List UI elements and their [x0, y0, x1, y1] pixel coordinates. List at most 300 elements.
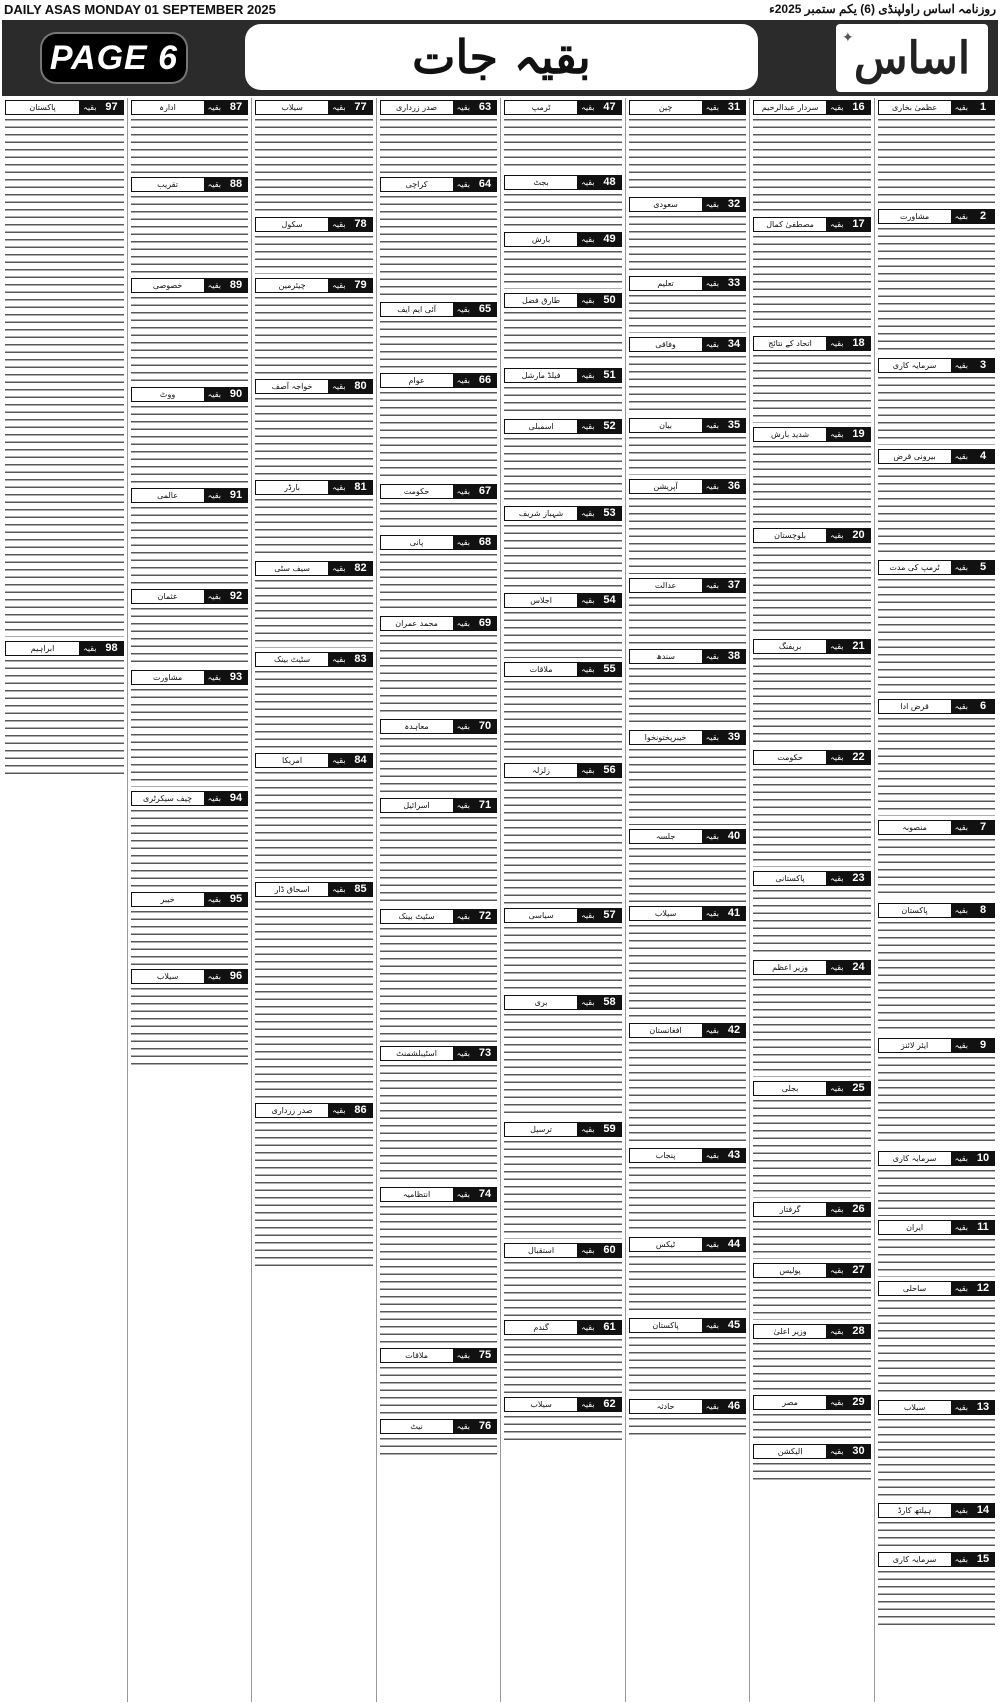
item-heading: عثمان: [131, 589, 205, 604]
item-tag: بقیہ: [952, 1281, 971, 1296]
continuation-item: [878, 449, 996, 556]
item-number: 27: [847, 1263, 871, 1278]
item-heading: عدالت: [629, 578, 703, 593]
item-number: 91: [224, 488, 248, 503]
item-header: [753, 1324, 871, 1339]
dateline-english: DAILY ASAS MONDAY 01 SEPTEMBER 2025: [4, 1, 276, 17]
item-tag: بقیہ: [952, 1552, 971, 1567]
item-number: 84: [349, 753, 373, 768]
item-tag: بقیہ: [703, 1023, 722, 1038]
continuation-item: [878, 1281, 996, 1396]
item-heading: تعلیم: [629, 276, 703, 291]
item-body-text: [878, 1237, 996, 1277]
item-header: [380, 1046, 498, 1061]
item-header: [131, 589, 249, 604]
item-number: 79: [349, 278, 373, 293]
continuation-item: [878, 1151, 996, 1216]
column-8: [2, 98, 127, 1702]
item-body-text: [629, 747, 747, 825]
item-body-text: [380, 194, 498, 298]
item-body-text: [131, 295, 249, 383]
item-number: 47: [598, 100, 622, 115]
continuation-item: [131, 892, 249, 965]
continuation-item: [753, 528, 871, 635]
item-body-text: [380, 117, 498, 173]
item-number: 62: [598, 1397, 622, 1412]
item-body-text: [629, 496, 747, 574]
item-number: 70: [473, 719, 497, 734]
continuation-item: [131, 670, 249, 787]
item-header: [753, 1444, 871, 1459]
item-body-text: [504, 1139, 622, 1239]
item-number: 7: [971, 820, 995, 835]
item-heading: ساحلی: [878, 1281, 952, 1296]
item-number: 63: [473, 100, 497, 115]
continuation-item: [878, 209, 996, 354]
item-heading: سردار عبدالرحیم: [753, 100, 827, 115]
item-heading: امریکا: [255, 753, 329, 768]
item-number: 73: [473, 1046, 497, 1061]
item-heading: شدید بارش: [753, 427, 827, 442]
item-number: 81: [349, 480, 373, 495]
item-heading: سیلاب: [878, 1400, 952, 1415]
item-heading: بارڈر: [255, 480, 329, 495]
item-tag: بقیہ: [952, 1151, 971, 1166]
continuation-item: [878, 699, 996, 816]
item-body-text: [504, 117, 622, 171]
continuation-item: [504, 419, 622, 502]
item-number: 15: [971, 1552, 995, 1567]
item-tag: بقیہ: [454, 484, 473, 499]
item-heading: صدر زرداری: [255, 1103, 329, 1118]
item-tag: بقیہ: [578, 368, 597, 383]
item-body-text: [255, 669, 373, 749]
item-number: 1: [971, 100, 995, 115]
item-body-text: [380, 1365, 498, 1415]
item-number: 69: [473, 616, 497, 631]
item-body-text: [878, 716, 996, 816]
item-number: 54: [598, 593, 622, 608]
item-heading: مصر: [753, 1395, 827, 1410]
item-heading: وزیر اعلیٰ: [753, 1324, 827, 1339]
item-header: [131, 387, 249, 402]
item-heading: ابراہیم: [5, 641, 80, 656]
item-number: 33: [722, 276, 746, 291]
item-body-text: [878, 226, 996, 354]
item-body-text: [629, 1416, 747, 1436]
item-header: [255, 1103, 373, 1118]
item-body-text: [504, 1260, 622, 1316]
item-tag: بقیہ: [454, 373, 473, 388]
item-number: 82: [349, 561, 373, 576]
item-body-text: [753, 353, 871, 423]
item-tag: بقیہ: [578, 1397, 597, 1412]
item-header: [380, 909, 498, 924]
item-header: [504, 506, 622, 521]
item-tag: بقیہ: [827, 871, 846, 886]
item-body-text: [878, 837, 996, 899]
item-number: 77: [349, 100, 373, 115]
item-tag: بقیہ: [703, 1237, 722, 1252]
item-header: [878, 358, 996, 373]
item-body-text: [629, 1254, 747, 1314]
item-tag: بقیہ: [827, 750, 846, 765]
continuation-item: [131, 589, 249, 666]
item-body-text: [753, 234, 871, 332]
continuation-item: [131, 278, 249, 383]
continuation-item: [380, 373, 498, 480]
item-number: 32: [722, 197, 746, 212]
item-header: [629, 1237, 747, 1252]
item-header: [255, 652, 373, 667]
continuation-item: [878, 1552, 996, 1629]
item-header: [753, 871, 871, 886]
continuation-item: [380, 1046, 498, 1183]
item-header: [878, 1503, 996, 1518]
item-tag: بقیہ: [827, 528, 846, 543]
item-tag: بقیہ: [578, 419, 597, 434]
item-body-text: [380, 552, 498, 612]
item-tag: بقیہ: [578, 232, 597, 247]
item-header: [255, 753, 373, 768]
item-number: 41: [722, 906, 746, 921]
item-heading: ادارہ: [131, 100, 205, 115]
item-body-text: [629, 435, 747, 475]
item-body-text: [753, 977, 871, 1077]
continuation-item: [380, 100, 498, 173]
item-body-text: [629, 1335, 747, 1395]
continuation-item: [629, 337, 747, 414]
item-tag: بقیہ: [952, 1038, 971, 1053]
item-body-text: [504, 436, 622, 502]
item-body-text: [255, 295, 373, 375]
item-heading: بیرونی قرض: [878, 449, 952, 464]
item-tag: بقیہ: [578, 1122, 597, 1137]
item-tag: بقیہ: [578, 100, 597, 115]
continuation-item: [753, 1324, 871, 1391]
item-header: [629, 1148, 747, 1163]
item-body-text: [255, 234, 373, 274]
item-body-text: [380, 1063, 498, 1183]
item-heading: چیف سیکرٹری: [131, 791, 205, 806]
item-heading: سکول: [255, 217, 329, 232]
item-heading: بری: [504, 995, 578, 1010]
item-tag: بقیہ: [329, 652, 348, 667]
item-header: [380, 616, 498, 631]
continuation-item: [5, 641, 124, 778]
continuation-item: [255, 561, 373, 648]
item-body-text: [504, 385, 622, 415]
item-header: [504, 368, 622, 383]
item-heading: انتظامیہ: [380, 1187, 454, 1202]
continuation-item: [629, 100, 747, 193]
item-header: [753, 217, 871, 232]
continuation-item: [878, 1503, 996, 1548]
item-heading: پاکستان: [629, 1318, 703, 1333]
item-heading: ترسیل: [504, 1122, 578, 1137]
item-tag: بقیہ: [703, 1148, 722, 1163]
item-number: 95: [224, 892, 248, 907]
item-heading: وزیر اعظم: [753, 960, 827, 975]
item-header: [255, 278, 373, 293]
item-tag: بقیہ: [952, 699, 971, 714]
item-number: 14: [971, 1503, 995, 1518]
item-body-text: [629, 846, 747, 902]
item-heading: زلزلہ: [504, 763, 578, 778]
item-number: 34: [722, 337, 746, 352]
item-header: [504, 593, 622, 608]
item-tag: بقیہ: [827, 217, 846, 232]
item-heading: عظمیٰ بخاری: [878, 100, 952, 115]
item-number: 44: [722, 1237, 746, 1252]
continuation-item: [753, 336, 871, 423]
item-heading: پولیس: [753, 1263, 827, 1278]
item-number: 75: [473, 1348, 497, 1363]
item-number: 9: [971, 1038, 995, 1053]
item-body-text: [753, 1098, 871, 1198]
item-header: [380, 1419, 498, 1434]
item-tag: بقیہ: [578, 506, 597, 521]
item-body-text: [504, 1414, 622, 1444]
item-header: [629, 578, 747, 593]
item-body-text: [380, 390, 498, 480]
item-number: 98: [100, 641, 124, 656]
item-tag: بقیہ: [578, 593, 597, 608]
item-tag: بقیہ: [578, 175, 597, 190]
continuation-item: [504, 293, 622, 364]
item-number: 24: [847, 960, 871, 975]
item-body-text: [629, 595, 747, 645]
continuation-item: [753, 639, 871, 746]
item-number: 37: [722, 578, 746, 593]
continuation-item: [380, 484, 498, 531]
item-heading: صدر زرداری: [380, 100, 454, 115]
item-header: [629, 337, 747, 352]
item-number: 28: [847, 1324, 871, 1339]
item-tag: بقیہ: [703, 197, 722, 212]
continuation-item: [753, 960, 871, 1077]
item-body-text: [380, 815, 498, 905]
item-heading: بارش: [504, 232, 578, 247]
continuation-item: [255, 100, 373, 213]
item-tag: بقیہ: [454, 100, 473, 115]
item-heading: الیکشن: [753, 1444, 827, 1459]
item-heading: چین: [629, 100, 703, 115]
item-tag: بقیہ: [703, 578, 722, 593]
item-heading: بجلی: [753, 1081, 827, 1096]
item-body-text: [380, 1204, 498, 1344]
item-header: [504, 175, 622, 190]
item-tag: بقیہ: [205, 892, 224, 907]
continuation-item: [753, 1202, 871, 1259]
item-heading: سیلاب: [255, 100, 329, 115]
item-tag: بقیہ: [827, 1081, 846, 1096]
item-header: [504, 995, 622, 1010]
item-header: [753, 528, 871, 543]
item-number: 53: [598, 506, 622, 521]
item-body-text: [255, 497, 373, 557]
item-heading: ملاقات: [504, 662, 578, 677]
item-header: [878, 1552, 996, 1567]
item-heading: اسمبلی: [504, 419, 578, 434]
item-header: [504, 662, 622, 677]
continuation-item: [504, 506, 622, 589]
item-tag: بقیہ: [703, 649, 722, 664]
item-heading: اجلاس: [504, 593, 578, 608]
item-body-text: [878, 1298, 996, 1396]
item-header: [131, 488, 249, 503]
item-heading: بیان: [629, 418, 703, 433]
item-header: [629, 649, 747, 664]
item-heading: وفاقی: [629, 337, 703, 352]
item-header: [629, 906, 747, 921]
item-number: 10: [971, 1151, 995, 1166]
item-heading: ملاقات: [380, 1348, 454, 1363]
item-body-text: [131, 606, 249, 666]
item-heading: افغانستان: [629, 1023, 703, 1038]
item-tag: بقیہ: [205, 100, 224, 115]
item-tag: بقیہ: [952, 903, 971, 918]
continuation-item: [131, 177, 249, 274]
item-heading: مصطفیٰ کمال: [753, 217, 827, 232]
item-heading: ٹرمپ: [504, 100, 578, 115]
item-number: 4: [971, 449, 995, 464]
item-tag: بقیہ: [205, 278, 224, 293]
continuation-item: [878, 1400, 996, 1499]
continuation-item: [380, 616, 498, 715]
continuations-grid: [2, 98, 998, 1702]
item-body-text: [878, 375, 996, 445]
item-body-text: [504, 310, 622, 364]
item-tag: بقیہ: [454, 177, 473, 192]
item-body-text: [753, 888, 871, 956]
continuation-item: [878, 100, 996, 205]
item-tag: بقیہ: [454, 535, 473, 550]
item-tag: بقیہ: [952, 1220, 971, 1235]
item-header: [878, 560, 996, 575]
item-tag: بقیہ: [329, 379, 348, 394]
continuation-item: [131, 791, 249, 888]
item-header: [878, 100, 996, 115]
item-header: [753, 1263, 871, 1278]
item-tag: بقیہ: [329, 882, 348, 897]
item-number: 76: [473, 1419, 497, 1434]
item-number: 49: [598, 232, 622, 247]
continuation-item: [504, 995, 622, 1118]
item-header: [131, 791, 249, 806]
item-heading: اتحاد کے نتائج: [753, 336, 827, 351]
item-body-text: [131, 808, 249, 888]
continuation-item: [504, 368, 622, 415]
item-number: 45: [722, 1318, 746, 1333]
item-header: [504, 1243, 622, 1258]
item-tag: بقیہ: [578, 908, 597, 923]
item-body-text: [878, 466, 996, 556]
item-tag: بقیہ: [703, 829, 722, 844]
item-number: 97: [100, 100, 124, 115]
item-number: 52: [598, 419, 622, 434]
continuation-item: [753, 100, 871, 213]
newspaper-logo: [836, 24, 988, 92]
continuation-item: [131, 488, 249, 585]
continuation-item: [504, 908, 622, 991]
item-heading: نیٹ: [380, 1419, 454, 1434]
item-tag: بقیہ: [329, 753, 348, 768]
item-header: [504, 1320, 622, 1335]
continuation-item: [504, 100, 622, 171]
item-body-text: [5, 658, 124, 778]
item-heading: سیلاب: [504, 1397, 578, 1412]
item-body-text: [131, 117, 249, 173]
column-3: [625, 98, 750, 1702]
item-number: 57: [598, 908, 622, 923]
item-body-text: [878, 1417, 996, 1499]
continuation-item: [504, 1397, 622, 1444]
item-tag: بقیہ: [827, 427, 846, 442]
item-number: 61: [598, 1320, 622, 1335]
item-heading: بریفنگ: [753, 639, 827, 654]
item-number: 78: [349, 217, 373, 232]
item-header: [753, 100, 871, 115]
item-heading: عوام: [380, 373, 454, 388]
item-header: [878, 449, 996, 464]
item-tag: بقیہ: [827, 1444, 846, 1459]
item-body-text: [629, 1040, 747, 1144]
item-tag: بقیہ: [703, 1399, 722, 1414]
item-body-text: [629, 666, 747, 726]
item-body-text: [753, 1280, 871, 1320]
item-heading: ٹرمپ کی مدت: [878, 560, 952, 575]
item-body-text: [878, 920, 996, 1034]
item-number: 23: [847, 871, 871, 886]
column-7: [127, 98, 252, 1702]
item-number: 16: [847, 100, 871, 115]
item-heading: بجٹ: [504, 175, 578, 190]
item-tag: بقیہ: [454, 719, 473, 734]
continuation-item: [629, 479, 747, 574]
item-tag: بقیہ: [827, 1395, 846, 1410]
item-heading: ووٹ: [131, 387, 205, 402]
item-tag: بقیہ: [703, 906, 722, 921]
item-header: [504, 100, 622, 115]
continuation-item: [629, 649, 747, 726]
item-number: 3: [971, 358, 995, 373]
item-heading: فیلڈ مارشل: [504, 368, 578, 383]
item-body-text: [753, 444, 871, 524]
item-heading: خصوصی: [131, 278, 205, 293]
item-body-text: [504, 523, 622, 589]
continuation-item: [255, 379, 373, 476]
continuation-item: [753, 1444, 871, 1481]
item-number: 43: [722, 1148, 746, 1163]
column-5: [376, 98, 501, 1702]
item-heading: قرض ادا: [878, 699, 952, 714]
item-number: 89: [224, 278, 248, 293]
item-heading: خیبر: [131, 892, 205, 907]
continuation-item: [380, 1419, 498, 1456]
item-number: 66: [473, 373, 497, 388]
item-header: [380, 177, 498, 192]
item-heading: سیلاب: [131, 969, 205, 984]
item-tag: بقیہ: [952, 1400, 971, 1415]
continuation-item: [878, 1220, 996, 1277]
page-title: بقیہ جات: [245, 24, 758, 90]
item-body-text: [131, 909, 249, 965]
item-header: [380, 302, 498, 317]
item-body-text: [504, 610, 622, 658]
item-tag: بقیہ: [952, 358, 971, 373]
continuation-item: [629, 730, 747, 825]
